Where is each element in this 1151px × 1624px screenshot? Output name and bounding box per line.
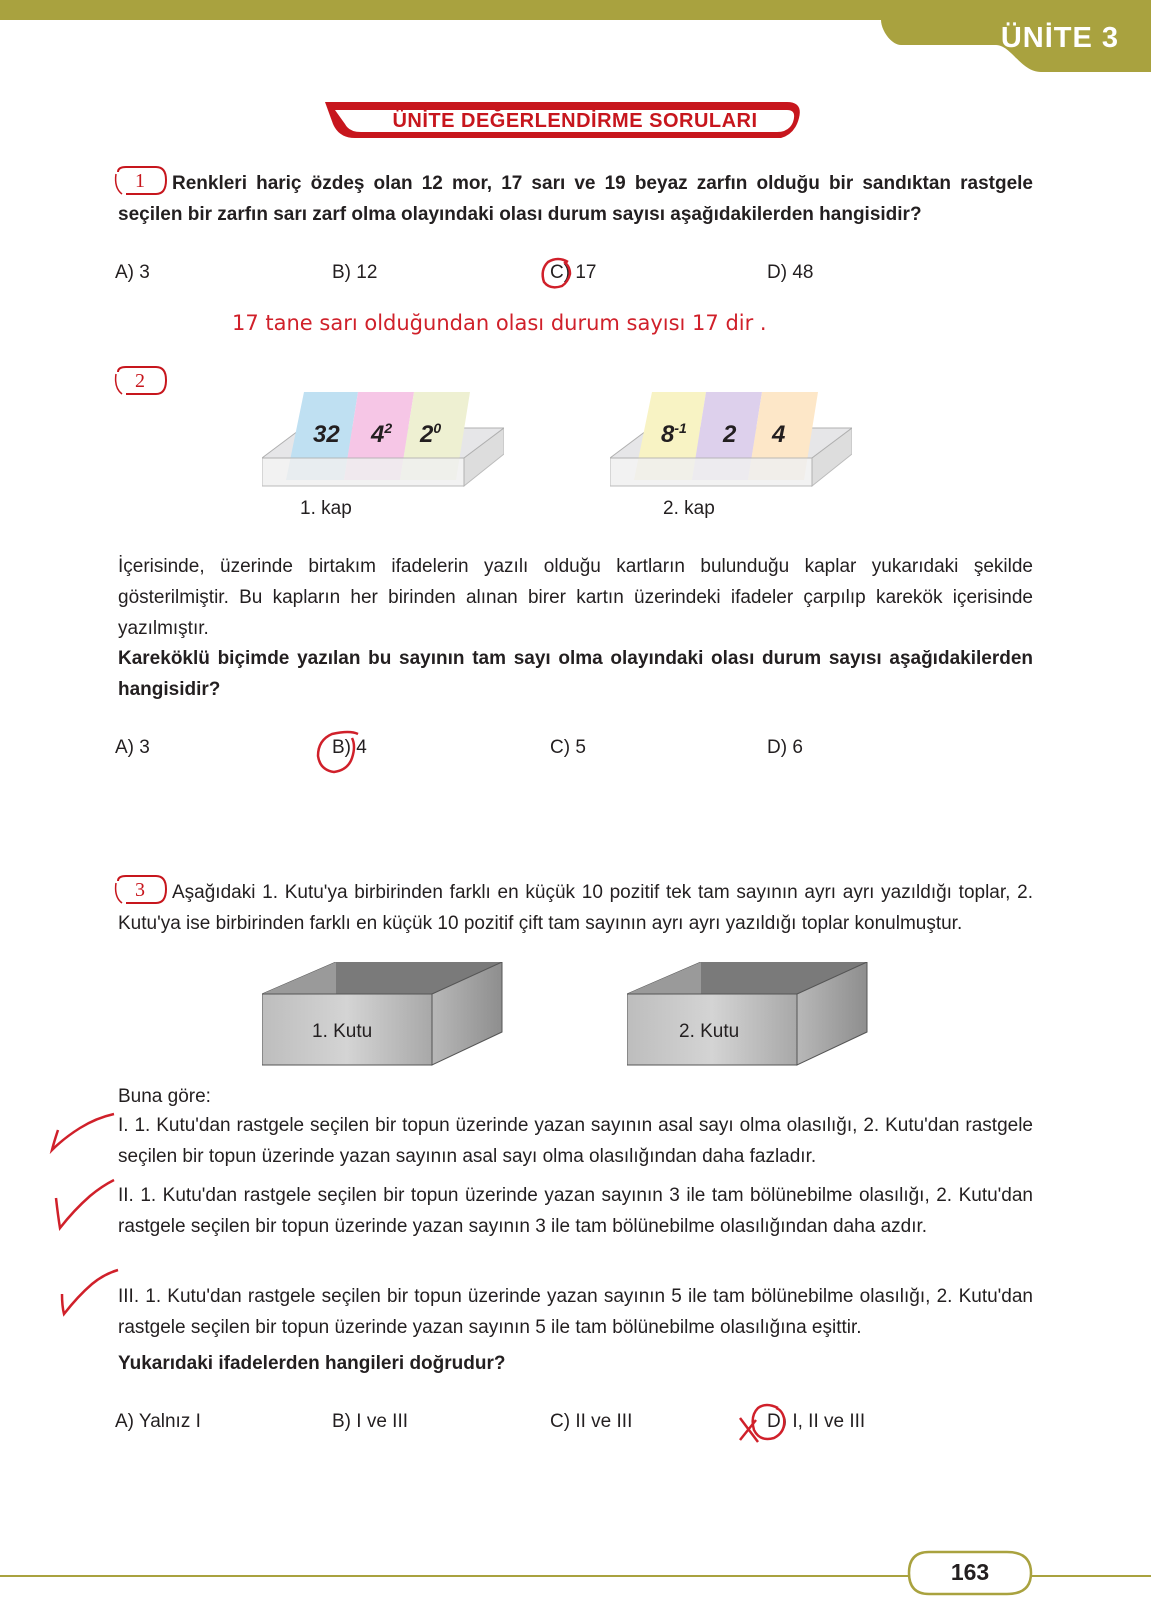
statement-1: I. 1. Kutu'dan rastgele seçilen bir topun üzerinde yazan sayının asal sayı olma olasılığı, 2. Kutu'dan rastgele seçilen bir topun üzerinde yazan sayının asal sayı olma olasılığından daha fazladır. bbox=[118, 1115, 1033, 1167]
statement-3: III. 1. Kutu'dan rastgele seçilen bir topun üzerinde yazan sayının 5 ile tam bölünebilme olasılığı, 2. Kutu'dan rastgele seçilen bir topun üzerinde yazan sayının 5 ile tam bölünebilme olasılığına eşittir. bbox=[118, 1286, 1033, 1338]
q2-option-d[interactable]: D) 6 bbox=[767, 737, 803, 758]
q3-option-a[interactable]: A) Yalnız I bbox=[115, 1411, 201, 1432]
statement-2: II. 1. Kutu'dan rastgele seçilen bir topun üzerinde yazan sayının 3 ile tam bölünebilme olasılığı, 2. Kutu'dan rastgele seçilen bir topun üzerinde yazan sayının 3 ile tam bölünebilme olasılığından daha azdır. bbox=[118, 1185, 1033, 1237]
q1-option-a[interactable]: A) 3 bbox=[115, 262, 150, 283]
q3-option-b[interactable]: B) I ve III bbox=[332, 1411, 409, 1432]
question-3-text: Aşağıdaki 1. Kutu'ya birbirinden farklı en küçük 10 pozitif tek tam sayının ayrı ayrı yazıldığı toplar, 2. Kutu'ya ise birbirinden farklı en küçük 10 pozitif çift tam sayının ayrı ayrı yazıldığı toplar konulmuştur. bbox=[118, 882, 1033, 934]
handwritten-note: 17 tane sarı olduğundan olası durum sayısı 17 dir . bbox=[232, 311, 767, 335]
card-1-2[interactable]: $4^2$ bbox=[371, 420, 393, 448]
q2-option-c[interactable]: C) 5 bbox=[550, 737, 586, 758]
question-3-question: Yukarıdaki ifadelerden hangileri doğrudur? bbox=[118, 1353, 506, 1374]
answer-circle-mark bbox=[314, 730, 362, 776]
question-2-text: İçerisinde, üzerinde birtakım ifadelerin yazılı olduğu kartların bulunduğu kaplar yukarıdaki şekilde gösterilmiştir. Bu kapların her birinden alınan birer kartın üzerindeki ifadeler çarpılıp karekök içerisinde yazılmıştır. bbox=[118, 556, 1033, 639]
q1-option-d[interactable]: D) 48 bbox=[767, 262, 814, 283]
card-1-1[interactable]: 32 bbox=[313, 421, 340, 448]
question-number: 2 bbox=[135, 370, 145, 392]
page-number: 163 bbox=[950, 1559, 990, 1585]
card-2-1[interactable]: $8^{-1}$ bbox=[661, 420, 687, 448]
q1-option-c[interactable]: C) 17 bbox=[550, 262, 597, 283]
container-1-label: 1. kap bbox=[300, 498, 352, 519]
q2-option-a[interactable]: A) 3 bbox=[115, 737, 150, 758]
q3-option-d[interactable]: D) I, II ve III bbox=[767, 1411, 866, 1432]
card-1-3[interactable]: $2^0$ bbox=[420, 420, 442, 448]
section-title: ÜNİTE DEĞERLENDİRME SORULARI bbox=[392, 110, 758, 132]
box-2-label: 2. Kutu bbox=[679, 1021, 740, 1042]
q2-option-b[interactable]: B) 4 bbox=[332, 737, 367, 758]
card-2-3[interactable]: 4 bbox=[772, 421, 786, 448]
answer-circle-mark bbox=[736, 1400, 792, 1448]
question-2-question: Kareköklü biçimde yazılan bu sayının tam sayı olma olayındaki olası durum sayısı aşağıdakilerden hangisidir? bbox=[118, 648, 1033, 700]
check-mark bbox=[50, 1176, 118, 1232]
box-2-illustration bbox=[627, 962, 869, 1066]
question-1-text: Renkleri hariç özdeş olan 12 mor, 17 sarı ve 19 beyaz zarfın olduğu bir sandıktan rastgele seçilen bir zarfın sarı zarf olma olayındaki olası durum sayısı aşağıdakilerden hangisidir? bbox=[118, 173, 1033, 225]
answer-circle-mark bbox=[538, 254, 578, 294]
question-number: 3 bbox=[135, 879, 145, 901]
check-mark bbox=[56, 1266, 122, 1318]
unit-label: ÜNİTE 3 bbox=[1000, 22, 1119, 54]
card-2-2[interactable]: 2 bbox=[723, 421, 737, 448]
check-mark bbox=[46, 1108, 118, 1156]
box-1-label: 1. Kutu bbox=[312, 1021, 373, 1042]
q3-option-c[interactable]: C) II ve III bbox=[550, 1411, 633, 1432]
container-2-label: 2. kap bbox=[663, 498, 715, 519]
q1-option-b[interactable]: B) 12 bbox=[332, 262, 378, 283]
box-1-illustration bbox=[262, 962, 504, 1066]
question-3-intro: Buna göre: bbox=[118, 1086, 211, 1107]
question-number: 1 bbox=[135, 170, 145, 192]
